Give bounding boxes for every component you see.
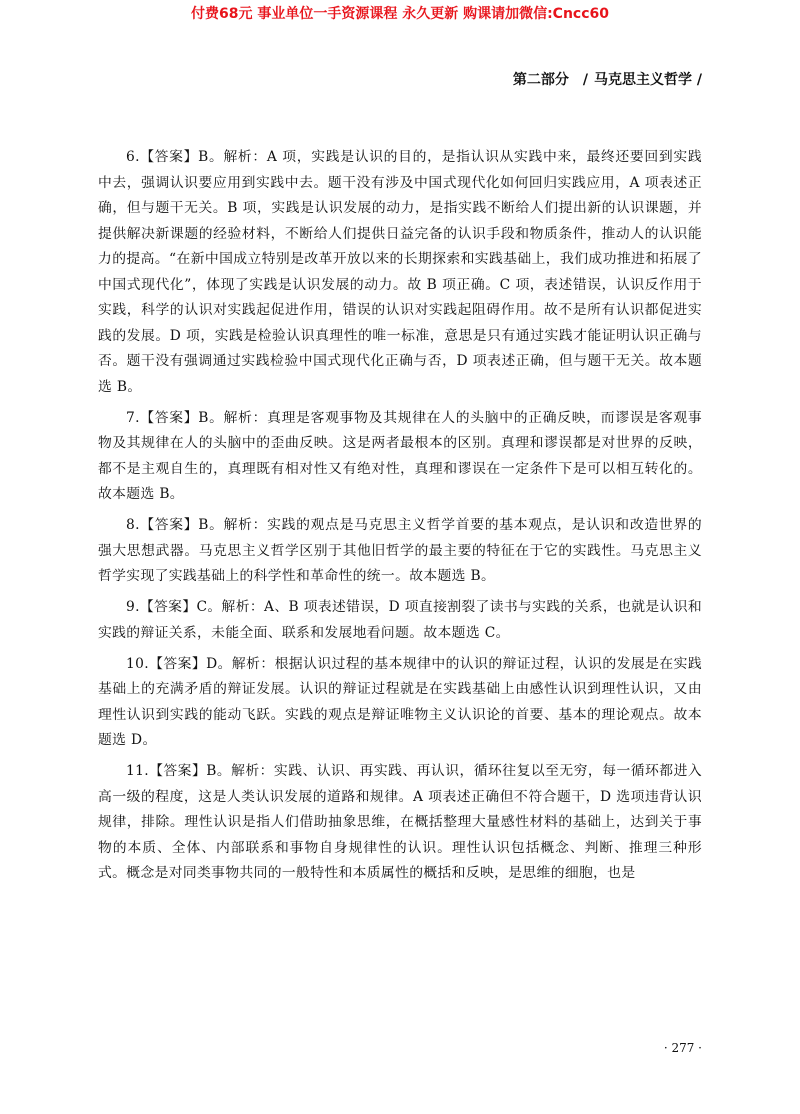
answer-paragraph-6: 6.【答案】B。解析：A 项，实践是认识的目的，是指认识从实践中来，最终还要回到实践中去，强调认识要应用到实践中去。题干没有涉及中国式现代化如何回归实践应用，A 项表述正确，但与题干无关。B 项，实践是认识发展的动力，是指实践不断给人们提出新的认识课题，并提供解决新课题的经验材料，不断给人们提供日益完备的认识手段和物质条件，推动人的认识能力的提高。“在新中国成立特别是改革开放以来的长期探索和实践基础上，我们成功推进和拓展了中国式现代化”，体现了实践是认识发展的动力。故 B 项正确。C 项，表述错误，认识反作用于实践，科学的认识对实践起促进作用，错误的认识对实践起阻碍作用。故不是所有认识都促进实践的发展。D 项，实践是检验认识真理性的唯一标准，意思是只有通过实践才能证明认识正确与否。题干没有强调通过实践检验中国式现代化正确与否，D 项表述正确，但与题干无关。故本题选 B。 — [98, 149, 702, 395]
part-label: 第二部分 — [512, 72, 569, 88]
header-separator: / — [582, 72, 588, 88]
answer-explanations — [98, 145, 702, 892]
answer-paragraph-11: 11.【答案】B。解析：实践、认识、再实践、再认识，循环往复以至无穷，每一循环都进入高一级的程度，这是人类认识发展的道路和规律。A 项表述正确但不符合题干，D 选项违背认识规律，排除。理性认识是指人们借助抽象思维，在概括整理大量感性材料的基础上，达到关于事物的本质、全体、内部联系和事物自身规律性的认识。理性认识包括概念、判断、推理三种形式。概念是对同类事物共同的一般特性和本质属性的概括和反映，是思维的细胞，也是 — [98, 763, 702, 881]
section-header — [513, 70, 702, 90]
answer-paragraph-7: 7.【答案】B。解析：真理是客观事物及其规律在人的头脑中的正确反映，而谬误是客观事物及其规律在人的头脑中的歪曲反映。这是两者最根本的区别。真理和谬误都是对世界的反映，都不是主观自生的，真理既有相对性又有绝对性，真理和谬误在一定条件下是可以相互转化的。故本题选 B。 — [98, 409, 702, 502]
section-title: 马克思主义哲学 / — [594, 72, 702, 88]
page-number: · 277 · — [663, 1041, 702, 1055]
watermark-banner: 付费68元 事业单位一手资源课程 永久更新 购课请加微信:Cncc60 — [190, 6, 610, 22]
answer-paragraph-8: 8.【答案】B。解析：实践的观点是马克思主义哲学首要的基本观点，是认识和改造世界的强大思想武器。马克思主义哲学区别于其他旧哲学的最主要的特征在于它的实践性。马克思主义哲学实现了实践基础上的科学性和革命性的统一。故本题选 B。 — [98, 517, 702, 584]
answer-paragraph-9: 9.【答案】C。解析：A、B 项表述错误，D 项直接割裂了读书与实践的关系，也就是认识和实践的辩证关系，未能全面、联系和发展地看问题。故本题选 C。 — [98, 599, 702, 641]
answer-paragraph-10: 10.【答案】D。解析：根据认识过程的基本规律中的认识的辩证过程，认识的发展是在实践基础上的充满矛盾的辩证发展。认识的辩证过程就是在实践基础上由感性认识到理性认识，又由理性认识到实践的能动飞跃。实践的观点是辩证唯物主义认识论的首要、基本的理论观点。故本题选 D。 — [98, 655, 702, 748]
